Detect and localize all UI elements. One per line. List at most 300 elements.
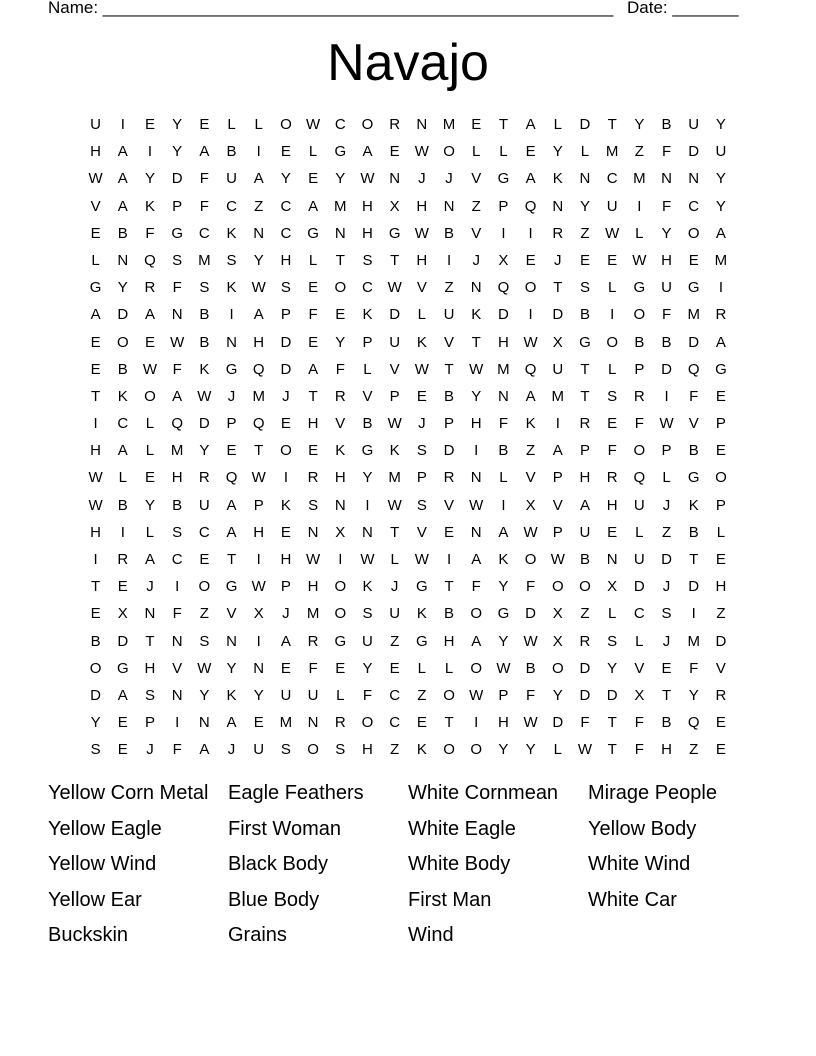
- grid-letter[interactable]: O: [443, 686, 455, 704]
- grid-letter[interactable]: E: [335, 659, 346, 677]
- grid-letter[interactable]: E: [253, 714, 264, 732]
- grid-letter[interactable]: D: [688, 578, 700, 596]
- grid-letter[interactable]: V: [172, 659, 183, 677]
- grid-letter[interactable]: Y: [498, 632, 509, 650]
- grid-letter[interactable]: Q: [252, 360, 265, 378]
- grid-letter[interactable]: D: [715, 632, 727, 650]
- grid-letter[interactable]: G: [334, 632, 347, 650]
- grid-letter[interactable]: N: [416, 116, 428, 133]
- grid-letter[interactable]: A: [471, 632, 482, 650]
- grid-letter[interactable]: N: [552, 197, 564, 215]
- grid-letter[interactable]: T: [580, 387, 590, 405]
- grid-letter[interactable]: C: [117, 415, 129, 433]
- grid-letter[interactable]: B: [444, 387, 455, 405]
- grid-letter[interactable]: I: [474, 714, 479, 732]
- grid-letter[interactable]: K: [280, 496, 291, 514]
- grid-letter[interactable]: O: [198, 578, 211, 596]
- grid-letter[interactable]: D: [90, 686, 102, 704]
- grid-letter[interactable]: U: [606, 197, 618, 215]
- grid-letter[interactable]: X: [498, 251, 509, 269]
- grid-letter[interactable]: Z: [661, 523, 672, 541]
- grid-letter[interactable]: Y: [715, 116, 726, 133]
- grid-letter[interactable]: F: [172, 605, 182, 623]
- grid-letter[interactable]: T: [607, 741, 617, 759]
- grid-letter[interactable]: F: [471, 578, 481, 596]
- grid-letter[interactable]: I: [175, 578, 180, 596]
- grid-letter[interactable]: D: [606, 686, 618, 704]
- grid-letter[interactable]: O: [633, 306, 646, 324]
- grid-letter[interactable]: U: [715, 143, 727, 161]
- grid-letter[interactable]: D: [661, 360, 672, 378]
- grid-letter[interactable]: R: [579, 632, 591, 650]
- grid-letter[interactable]: G: [416, 632, 428, 650]
- grid-letter[interactable]: I: [338, 551, 343, 568]
- grid-letter[interactable]: M: [388, 469, 401, 487]
- grid-letter[interactable]: T: [145, 632, 155, 650]
- grid-letter[interactable]: Q: [171, 415, 183, 433]
- grid-letter[interactable]: F: [661, 197, 672, 215]
- grid-letter[interactable]: T: [580, 360, 590, 378]
- grid-letter[interactable]: B: [90, 632, 101, 650]
- grid-letter[interactable]: J: [418, 415, 426, 433]
- grid-letter[interactable]: Y: [362, 469, 373, 487]
- grid-letter[interactable]: B: [634, 333, 645, 351]
- grid-letter[interactable]: F: [634, 741, 644, 759]
- grid-letter[interactable]: Z: [471, 197, 481, 215]
- grid-letter[interactable]: E: [280, 143, 291, 161]
- grid-letter[interactable]: F: [634, 714, 644, 732]
- grid-letter[interactable]: C: [198, 523, 210, 541]
- grid-letter[interactable]: N: [579, 170, 591, 188]
- grid-letter[interactable]: X: [525, 496, 536, 514]
- grid-letter[interactable]: J: [227, 387, 236, 405]
- grid-letter[interactable]: M: [442, 116, 456, 133]
- grid-letter[interactable]: N: [253, 224, 265, 242]
- grid-letter[interactable]: F: [526, 686, 536, 704]
- grid-letter[interactable]: Q: [252, 415, 265, 433]
- grid-letter[interactable]: A: [362, 143, 373, 161]
- grid-letter[interactable]: G: [687, 279, 700, 297]
- grid-letter[interactable]: B: [117, 360, 128, 378]
- grid-letter[interactable]: T: [444, 578, 454, 596]
- grid-letter[interactable]: R: [117, 551, 129, 568]
- grid-letter[interactable]: Y: [199, 686, 210, 704]
- grid-letter[interactable]: S: [661, 605, 672, 623]
- grid-letter[interactable]: A: [253, 306, 264, 324]
- grid-letter[interactable]: C: [389, 686, 401, 704]
- grid-letter[interactable]: V: [688, 415, 699, 433]
- grid-letter[interactable]: R: [198, 469, 210, 487]
- grid-letter[interactable]: L: [635, 523, 644, 541]
- grid-letter[interactable]: N: [253, 659, 265, 677]
- grid-letter[interactable]: U: [198, 496, 210, 514]
- grid-letter[interactable]: U: [90, 116, 102, 133]
- grid-letter[interactable]: D: [525, 605, 537, 623]
- grid-letter[interactable]: A: [117, 197, 128, 215]
- grid-letter[interactable]: R: [606, 469, 618, 487]
- grid-letter[interactable]: F: [308, 306, 318, 324]
- grid-letter[interactable]: N: [117, 251, 129, 269]
- grid-letter[interactable]: M: [605, 143, 619, 161]
- grid-letter[interactable]: B: [661, 333, 672, 351]
- grid-letter[interactable]: P: [715, 496, 726, 514]
- grid-letter[interactable]: N: [334, 224, 346, 242]
- grid-letter[interactable]: Y: [607, 659, 618, 677]
- grid-letter[interactable]: X: [253, 605, 264, 623]
- grid-letter[interactable]: N: [171, 306, 183, 324]
- grid-letter[interactable]: G: [225, 578, 238, 596]
- grid-letter[interactable]: E: [389, 659, 400, 677]
- grid-letter[interactable]: B: [661, 116, 672, 133]
- grid-letter[interactable]: N: [307, 523, 319, 541]
- grid-letter[interactable]: K: [226, 224, 237, 242]
- grid-letter[interactable]: T: [661, 686, 672, 704]
- date-field-label[interactable]: Date: _______: [627, 0, 739, 17]
- grid-letter[interactable]: A: [715, 333, 726, 351]
- grid-letter[interactable]: E: [607, 251, 618, 269]
- grid-letter[interactable]: H: [90, 442, 102, 460]
- grid-letter[interactable]: G: [497, 170, 510, 188]
- grid-letter[interactable]: O: [633, 442, 646, 460]
- grid-letter[interactable]: W: [469, 686, 484, 704]
- grid-letter[interactable]: B: [117, 496, 128, 514]
- grid-letter[interactable]: E: [280, 659, 291, 677]
- grid-letter[interactable]: L: [472, 143, 481, 161]
- grid-letter[interactable]: W: [469, 360, 484, 378]
- grid-letter[interactable]: R: [144, 279, 156, 297]
- grid-letter[interactable]: A: [525, 116, 536, 133]
- grid-letter[interactable]: L: [580, 143, 590, 161]
- grid-letter[interactable]: V: [634, 659, 645, 677]
- grid-letter[interactable]: S: [362, 251, 373, 269]
- grid-letter[interactable]: E: [117, 578, 128, 596]
- grid-letter[interactable]: C: [280, 197, 292, 215]
- grid-letter[interactable]: C: [171, 551, 183, 568]
- grid-letter[interactable]: O: [579, 578, 591, 596]
- grid-letter[interactable]: J: [146, 578, 154, 596]
- grid-letter[interactable]: N: [362, 523, 373, 541]
- grid-letter[interactable]: X: [607, 578, 618, 596]
- grid-letter[interactable]: D: [579, 686, 591, 704]
- grid-letter[interactable]: Z: [716, 605, 726, 623]
- grid-letter[interactable]: A: [525, 170, 536, 188]
- grid-letter[interactable]: O: [361, 714, 374, 732]
- grid-letter[interactable]: Y: [117, 279, 128, 297]
- grid-letter[interactable]: N: [198, 714, 210, 732]
- grid-letter[interactable]: O: [470, 605, 483, 623]
- grid-letter[interactable]: I: [93, 551, 98, 568]
- grid-letter[interactable]: T: [335, 251, 345, 269]
- grid-letter[interactable]: H: [90, 143, 102, 161]
- grid-letter[interactable]: V: [416, 279, 427, 297]
- grid-letter[interactable]: V: [389, 360, 400, 378]
- grid-letter[interactable]: T: [471, 333, 481, 351]
- grid-letter[interactable]: L: [363, 360, 372, 378]
- grid-letter[interactable]: Y: [634, 116, 645, 133]
- grid-letter[interactable]: S: [172, 523, 183, 541]
- grid-letter[interactable]: E: [688, 251, 699, 269]
- grid-letter[interactable]: B: [579, 551, 590, 568]
- grid-letter[interactable]: W: [414, 224, 429, 242]
- grid-letter[interactable]: Z: [526, 442, 536, 460]
- grid-letter[interactable]: C: [362, 279, 373, 297]
- grid-letter[interactable]: S: [416, 442, 427, 460]
- grid-letter[interactable]: N: [661, 170, 672, 188]
- grid-letter[interactable]: L: [635, 224, 644, 242]
- grid-letter[interactable]: O: [606, 333, 618, 351]
- grid-letter[interactable]: N: [226, 333, 237, 351]
- grid-letter[interactable]: E: [661, 659, 672, 677]
- grid-letter[interactable]: J: [146, 741, 154, 759]
- grid-letter[interactable]: L: [607, 360, 617, 378]
- grid-letter[interactable]: R: [389, 116, 401, 133]
- grid-letter[interactable]: B: [579, 306, 590, 324]
- grid-letter[interactable]: N: [226, 632, 237, 650]
- grid-letter[interactable]: H: [715, 578, 727, 596]
- grid-letter[interactable]: Q: [633, 469, 646, 487]
- grid-letter[interactable]: T: [498, 116, 508, 133]
- grid-letter[interactable]: C: [606, 170, 618, 188]
- grid-letter[interactable]: I: [256, 143, 261, 161]
- grid-letter[interactable]: E: [280, 415, 291, 433]
- grid-letter[interactable]: F: [335, 360, 345, 378]
- grid-letter[interactable]: Y: [226, 659, 237, 677]
- grid-letter[interactable]: N: [606, 551, 618, 568]
- grid-letter[interactable]: W: [170, 333, 185, 351]
- grid-letter[interactable]: V: [335, 415, 346, 433]
- grid-letter[interactable]: Y: [280, 170, 291, 188]
- grid-letter[interactable]: H: [470, 415, 482, 433]
- grid-letter[interactable]: I: [256, 632, 261, 650]
- grid-letter[interactable]: Y: [172, 143, 183, 161]
- grid-letter[interactable]: E: [144, 333, 155, 351]
- name-field-label[interactable]: Name: ______________________________________________________: [48, 0, 614, 17]
- grid-letter[interactable]: L: [145, 523, 155, 541]
- grid-letter[interactable]: L: [662, 469, 671, 487]
- grid-letter[interactable]: T: [689, 551, 699, 568]
- grid-letter[interactable]: V: [471, 170, 482, 188]
- grid-letter[interactable]: A: [199, 741, 210, 759]
- grid-letter[interactable]: L: [91, 251, 100, 269]
- grid-letter[interactable]: I: [691, 605, 696, 623]
- grid-letter[interactable]: P: [362, 333, 373, 351]
- grid-letter[interactable]: Y: [199, 442, 210, 460]
- grid-letter[interactable]: J: [472, 251, 480, 269]
- grid-letter[interactable]: O: [470, 659, 483, 677]
- grid-letter[interactable]: P: [172, 197, 183, 215]
- grid-letter[interactable]: D: [552, 306, 564, 324]
- grid-letter[interactable]: P: [280, 306, 291, 324]
- grid-letter[interactable]: E: [308, 279, 319, 297]
- grid-letter[interactable]: E: [90, 333, 101, 351]
- grid-letter[interactable]: C: [334, 116, 346, 133]
- grid-letter[interactable]: E: [144, 116, 155, 133]
- grid-letter[interactable]: Y: [552, 686, 563, 704]
- grid-letter[interactable]: D: [198, 415, 210, 433]
- grid-letter[interactable]: H: [416, 197, 428, 215]
- grid-letter[interactable]: L: [444, 659, 454, 677]
- grid-letter[interactable]: S: [199, 632, 210, 650]
- grid-letter[interactable]: H: [362, 197, 373, 215]
- grid-letter[interactable]: O: [280, 116, 292, 133]
- grid-letter[interactable]: N: [470, 469, 482, 487]
- grid-letter[interactable]: D: [389, 306, 401, 324]
- grid-letter[interactable]: Y: [144, 170, 155, 188]
- grid-letter[interactable]: X: [389, 197, 400, 215]
- grid-letter[interactable]: K: [498, 551, 509, 568]
- grid-letter[interactable]: E: [715, 714, 726, 732]
- grid-letter[interactable]: B: [688, 442, 699, 460]
- grid-letter[interactable]: I: [555, 415, 560, 433]
- grid-letter[interactable]: J: [282, 605, 290, 623]
- grid-letter[interactable]: X: [335, 523, 346, 541]
- grid-letter[interactable]: L: [145, 415, 155, 433]
- grid-letter[interactable]: C: [633, 605, 645, 623]
- grid-letter[interactable]: P: [226, 415, 237, 433]
- grid-letter[interactable]: W: [414, 551, 429, 568]
- grid-letter[interactable]: H: [253, 523, 265, 541]
- grid-letter[interactable]: B: [362, 415, 373, 433]
- grid-letter[interactable]: A: [144, 551, 155, 568]
- grid-letter[interactable]: F: [172, 741, 182, 759]
- grid-letter[interactable]: E: [525, 143, 536, 161]
- grid-letter[interactable]: I: [256, 551, 261, 568]
- grid-letter[interactable]: S: [226, 251, 237, 269]
- grid-letter[interactable]: H: [416, 251, 428, 269]
- grid-letter[interactable]: T: [553, 279, 563, 297]
- grid-letter[interactable]: K: [389, 442, 400, 460]
- grid-letter[interactable]: I: [446, 551, 452, 568]
- grid-letter[interactable]: D: [280, 360, 292, 378]
- grid-letter[interactable]: G: [307, 224, 319, 242]
- grid-letter[interactable]: A: [280, 632, 291, 650]
- grid-letter[interactable]: H: [443, 632, 455, 650]
- grid-letter[interactable]: U: [280, 686, 292, 704]
- grid-letter[interactable]: N: [144, 605, 156, 623]
- grid-letter[interactable]: L: [417, 306, 427, 324]
- grid-letter[interactable]: B: [498, 442, 509, 460]
- grid-letter[interactable]: H: [606, 496, 618, 514]
- grid-letter[interactable]: V: [362, 387, 373, 405]
- grid-letter[interactable]: W: [387, 279, 402, 297]
- grid-letter[interactable]: Z: [444, 279, 454, 297]
- grid-letter[interactable]: S: [280, 279, 291, 297]
- grid-letter[interactable]: T: [444, 714, 454, 732]
- grid-letter[interactable]: A: [715, 224, 726, 242]
- grid-letter[interactable]: V: [715, 659, 726, 677]
- grid-letter[interactable]: T: [226, 551, 237, 568]
- grid-letter[interactable]: B: [199, 306, 210, 324]
- grid-letter[interactable]: W: [523, 333, 538, 351]
- grid-letter[interactable]: Z: [199, 605, 209, 623]
- grid-letter[interactable]: M: [714, 251, 728, 269]
- grid-letter[interactable]: V: [226, 605, 237, 623]
- grid-letter[interactable]: Q: [687, 360, 700, 378]
- grid-letter[interactable]: F: [689, 659, 699, 677]
- grid-letter[interactable]: T: [607, 116, 617, 133]
- grid-letter[interactable]: B: [172, 496, 183, 514]
- grid-letter[interactable]: W: [142, 360, 158, 378]
- grid-letter[interactable]: G: [171, 224, 183, 242]
- grid-letter[interactable]: Y: [253, 251, 264, 269]
- grid-letter[interactable]: T: [444, 360, 454, 378]
- grid-letter[interactable]: L: [553, 116, 562, 133]
- grid-letter[interactable]: P: [280, 578, 291, 596]
- grid-letter[interactable]: L: [607, 605, 617, 623]
- grid-letter[interactable]: V: [471, 224, 482, 242]
- grid-letter[interactable]: I: [718, 279, 723, 297]
- grid-letter[interactable]: D: [280, 333, 292, 351]
- grid-letter[interactable]: H: [253, 333, 265, 351]
- grid-letter[interactable]: Y: [253, 686, 264, 704]
- grid-letter[interactable]: Q: [687, 714, 700, 732]
- grid-letter[interactable]: D: [171, 170, 183, 188]
- grid-letter[interactable]: A: [117, 170, 128, 188]
- grid-letter[interactable]: S: [416, 496, 427, 514]
- grid-letter[interactable]: F: [607, 442, 617, 460]
- grid-letter[interactable]: W: [496, 659, 511, 677]
- grid-letter[interactable]: T: [390, 251, 400, 269]
- grid-letter[interactable]: K: [416, 333, 427, 351]
- grid-letter[interactable]: K: [362, 578, 373, 596]
- grid-letter[interactable]: J: [227, 741, 236, 759]
- grid-letter[interactable]: W: [632, 251, 647, 269]
- grid-letter[interactable]: D: [688, 143, 700, 161]
- grid-letter[interactable]: L: [145, 442, 155, 460]
- grid-letter[interactable]: G: [579, 333, 591, 351]
- grid-letter[interactable]: K: [525, 415, 536, 433]
- grid-letter[interactable]: K: [362, 306, 373, 324]
- grid-letter[interactable]: E: [715, 442, 726, 460]
- grid-letter[interactable]: W: [360, 551, 375, 568]
- grid-letter[interactable]: I: [528, 224, 533, 242]
- grid-letter[interactable]: A: [226, 714, 237, 732]
- grid-letter[interactable]: S: [308, 496, 319, 514]
- grid-letter[interactable]: N: [171, 686, 183, 704]
- grid-letter[interactable]: Y: [335, 170, 346, 188]
- grid-letter[interactable]: G: [89, 279, 102, 297]
- grid-letter[interactable]: E: [199, 551, 210, 568]
- grid-letter[interactable]: O: [524, 279, 537, 297]
- grid-letter[interactable]: B: [661, 714, 672, 732]
- grid-letter[interactable]: Y: [362, 659, 373, 677]
- grid-letter[interactable]: W: [360, 170, 375, 188]
- grid-letter[interactable]: P: [253, 496, 264, 514]
- grid-letter[interactable]: Z: [689, 741, 699, 759]
- grid-letter[interactable]: O: [443, 741, 455, 759]
- grid-letter[interactable]: O: [361, 116, 374, 133]
- grid-letter[interactable]: T: [254, 442, 264, 460]
- grid-letter[interactable]: L: [607, 279, 617, 297]
- grid-letter[interactable]: E: [715, 551, 726, 568]
- grid-letter[interactable]: A: [308, 360, 319, 378]
- grid-letter[interactable]: K: [144, 197, 155, 215]
- grid-letter[interactable]: Y: [715, 170, 726, 188]
- grid-letter[interactable]: N: [470, 523, 482, 541]
- grid-letter[interactable]: X: [552, 605, 563, 623]
- grid-letter[interactable]: H: [307, 415, 319, 433]
- grid-letter[interactable]: Q: [524, 197, 537, 215]
- grid-letter[interactable]: K: [335, 442, 346, 460]
- grid-letter[interactable]: Y: [335, 333, 346, 351]
- grid-letter[interactable]: C: [280, 224, 292, 242]
- grid-letter[interactable]: U: [579, 523, 591, 541]
- grid-letter[interactable]: H: [280, 551, 292, 568]
- grid-letter[interactable]: B: [226, 143, 237, 161]
- grid-letter[interactable]: B: [444, 224, 455, 242]
- grid-letter[interactable]: L: [308, 251, 318, 269]
- grid-letter[interactable]: J: [282, 387, 290, 405]
